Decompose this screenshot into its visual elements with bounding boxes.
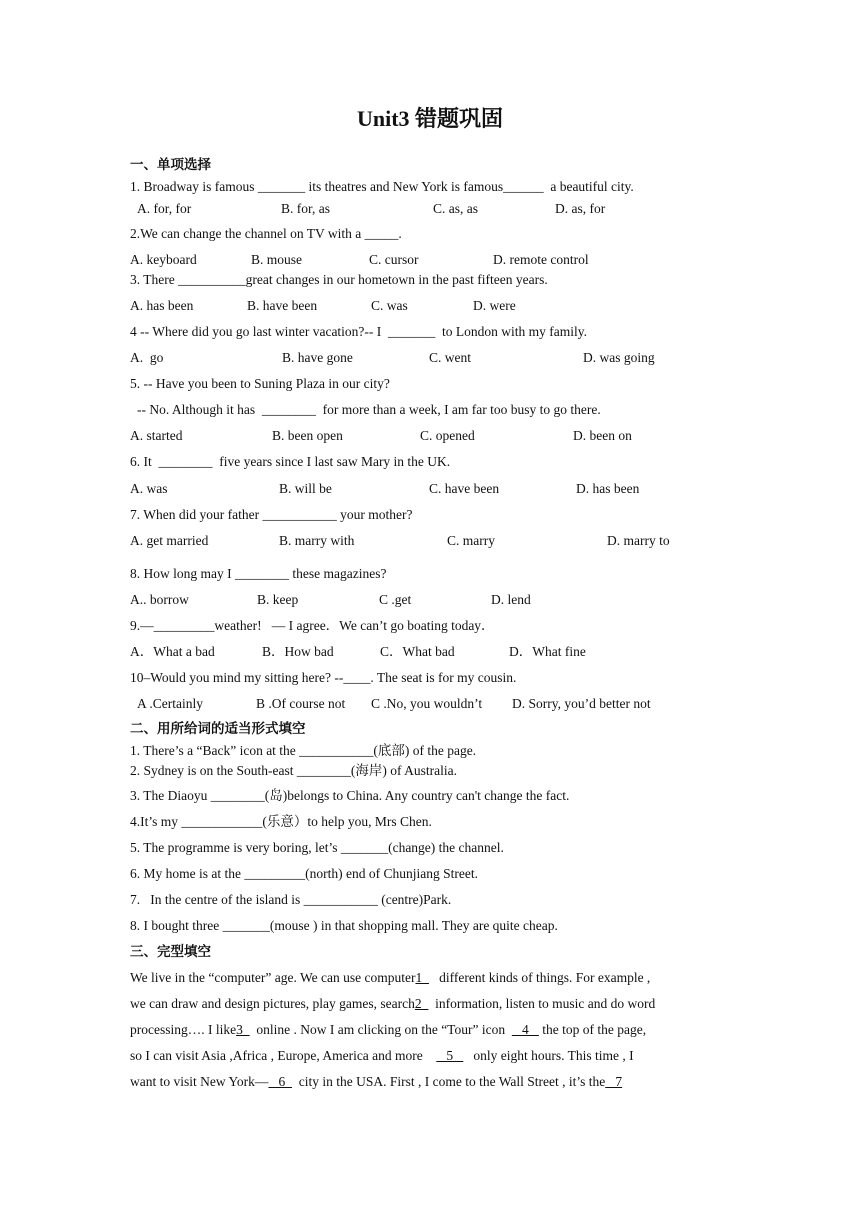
q2-option-a: A. keyboard [130,252,197,267]
q7-option-d: D. marry to [607,533,670,548]
fill-item-4: 4.It’s my ____________(乐意）to help you, Mrs Chen. [130,814,432,829]
q3-option-b: B. have been [247,298,318,313]
cloze-text: city in the USA. First , I come to the Wall Street , it’s the [292,1074,606,1089]
q1-option-b: B. for, as [281,201,330,216]
q9-option-b: B．How bad [262,644,334,659]
q6-option-a: A. was [130,481,168,496]
cloze-text: the top of the page, [538,1022,647,1037]
q3-stem: 3. There __________great changes in our hometown in the past fifteen years. [130,272,548,287]
cloze-blank-7: 7 [605,1074,623,1089]
q5-option-c: C. opened [420,428,475,443]
fill-item-1: 1. There’s a “Back” icon at the ___________(底部) of the page. [130,743,477,758]
cloze-blank-4: 4 [511,1022,539,1037]
cloze-line-3 [130,1021,646,1039]
q6-option-c: C. have been [429,481,500,496]
q2-option-d: D. remote control [493,252,589,267]
fill-item-6: 6. My home is at the _________(north) end of Chunjiang Street. [130,866,478,881]
q10-option-b: B .Of course not [256,696,346,711]
q10-option-c: C .No, you wouldn’t [371,696,483,711]
cloze-text: different kinds of things. For example , [428,970,651,985]
q4-option-b: B. have gone [282,350,353,365]
q3-option-a: A. has been [130,298,194,313]
q8-option-d: D. lend [491,592,531,607]
cloze-line-1 [130,969,650,987]
q9-stem: 9.—_________weather! — I agree．We can’t go boating today． [130,618,495,633]
q5-option-a: A. started [130,428,183,443]
q4-option-a: A. go [130,350,164,365]
cloze-text: processing…. I like [130,1022,237,1037]
cloze-text: only eight hours. This time , I [463,1048,634,1063]
fill-item-7: 7. In the centre of the island is ___________ (centre)Park. [130,892,452,907]
q2-stem: 2.We can change the channel on TV with a _____. [130,226,402,241]
cloze-text: so I can visit Asia ,Africa , Europe, America and more [130,1048,437,1063]
q5-stem: 5. -- Have you been to Suning Plaza in our city? [130,376,390,391]
q8-option-c: C .get [379,592,412,607]
cloze-blank-3: 3 [236,1022,250,1037]
q4-stem: 4 -- Where did you go last winter vacation?-- I _______ to London with my family. [130,324,588,339]
q7-option-b: B. marry with [279,533,355,548]
q3-option-c: C. was [371,298,408,313]
fill-item-5: 5. The programme is very boring, let’s _______(change) the channel. [130,840,504,855]
q1-option-d: D. as, for [555,201,606,216]
cloze-blank-6: 6 [268,1074,293,1089]
section-2-heading: 二、用所给词的适当形式填空 [130,721,306,737]
q3-option-d: D. were [473,298,516,313]
q6-option-d: D. has been [576,481,640,496]
q5-option-d: D. been on [573,428,632,443]
q2-option-c: C. cursor [369,252,419,267]
q10-option-d: D. Sorry, you’d better not [512,696,651,711]
q7-option-a: A. get married [130,533,209,548]
cloze-blank-1: 1 [415,970,429,985]
q8-option-a: A.. borrow [130,592,189,607]
q4-option-d: D. was going [583,350,655,365]
q7-option-c: C. marry [447,533,495,548]
cloze-text: online . Now I am clicking on the “Tour” icon [249,1022,512,1037]
q5-stem-2: -- No. Although it has ________ for more than a week, I am far too busy to go there. [137,402,601,417]
cloze-text: information, listen to music and do word [428,996,656,1011]
cloze-text: we can draw and design pictures, play games, search [130,996,415,1011]
q1-option-a: A. for, for [137,201,192,216]
cloze-line-5 [130,1073,622,1091]
section-1-heading: 一、单项选择 [130,157,211,173]
q9-option-a: A．What a bad [130,644,215,659]
section-3-heading: 三、完型填空 [130,944,211,960]
cloze-line-4 [130,1047,634,1065]
cloze-line-2 [130,995,655,1013]
cloze-blank-5: 5 [436,1048,464,1063]
q2-option-b: B. mouse [251,252,303,267]
cloze-text: want to visit New York— [130,1074,269,1089]
q10-option-a: A .Certainly [137,696,203,711]
q8-stem: 8. How long may I ________ these magazines? [130,566,387,581]
q5-option-b: B. been open [272,428,343,443]
cloze-text: We live in the “computer” age. We can use computer [130,970,416,985]
fill-item-8: 8. I bought three _______(mouse ) in that shopping mall. They are quite cheap. [130,918,558,933]
q1-stem: 1. Broadway is famous _______ its theatres and New York is famous______ a beautiful city. [130,179,634,194]
q10-stem: 10–Would you mind my sitting here? --____. The seat is for my cousin. [130,670,517,685]
q6-stem: 6. It ________ five years since I last saw Mary in the UK. [130,454,451,469]
fill-item-3: 3. The Diaoyu ________(岛)belongs to China. Any country can't change the fact. [130,788,570,803]
q9-option-d: D．What fine [509,644,586,659]
q6-option-b: B. will be [279,481,332,496]
q4-option-c: C. went [429,350,471,365]
cloze-blank-2: 2 [414,996,429,1011]
page-title: Unit3 错题巩固 [356,106,504,131]
q1-option-c: C. as, as [433,201,478,216]
q7-stem: 7. When did your father ___________ your mother? [130,507,413,522]
q8-option-b: B. keep [257,592,299,607]
fill-item-2: 2. Sydney is on the South-east ________(海岸) of Australia. [130,763,457,778]
q9-option-c: C．What bad [380,644,455,659]
